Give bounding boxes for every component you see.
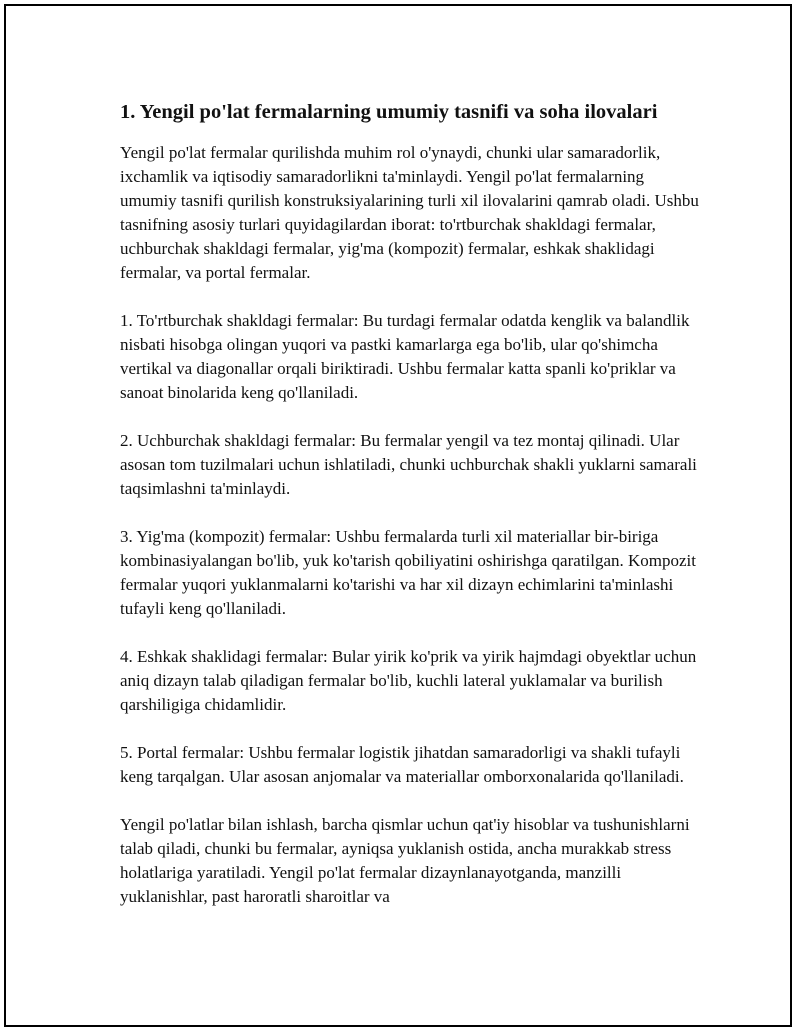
paragraph-triangular-trusses: 2. Uchburchak shakldagi fermalar: Bu fermalar yengil va tez montaj qilinadi. Ular asosan tom tuzilmalari uchun ishlatiladi, chunki uchburchak shakli yuklarni samarali taqsimlashni ta'minlaydi. [120,431,697,498]
section-heading: 1. Yengil po'lat fermalarning umumiy tasnifi va soha ilovalari [120,101,658,123]
closing-paragraph: Yengil po'latlar bilan ishlash, barcha qismlar uchun qat'iy hisoblar va tushunishlarni talab qiladi, chunki bu fermalar, ayniqsa yuklanish ostida, ancha murakkab stress holatlariga yaratiladi. Yengil po'lat fermalar dizaynlanayotganda, manzilli yuklanishlar, past haroratli sharoitlar va [120,815,690,906]
paragraph-paddle-trusses: 4. Eshkak shaklidagi fermalar: Bular yirik ko'prik va yirik hajmdagi obyektlar uchun aniq dizayn talab qiladigan fermalar bo'lib, kuchli lateral yuklamalar va burilish qarshiligiga chidamlidir. [120,647,697,714]
page-frame [4,4,792,1027]
document-body [120,99,700,933]
intro-paragraph: Yengil po'lat fermalar qurilishda muhim rol o'ynaydi, chunki ular samaradorlik, ixchamlik va iqtisodiy samaradorlikni ta'minlaydi. Yengil po'lat fermalarning umumiy tasnifi qurilish konstruksiyalarining turli xil ilovalarini qamrab oladi. Ushbu tasnifning asosiy turlari quyidagilardan iborat: to'rtburchak shakldagi fermalar, uchburchak shakldagi fermalar, yig'ma (kompozit) fermalar, eshkak shaklidagi fermalar, va portal fermalar. [120,143,699,282]
paragraph-rectangular-trusses: 1. To'rtburchak shakldagi fermalar: Bu turdagi fermalar odatda kenglik va balandlik nisbati hisobga olingan yuqori va pastki kamarlarga ega bo'lib, ular qo'shimcha vertikal va diagonallar orqali biriktiradi. Ushbu fermalar katta spanli ko'priklar va sanoat binolarida keng qo'llaniladi. [120,311,690,402]
paragraph-composite-trusses: 3. Yig'ma (kompozit) fermalar: Ushbu fermalarda turli xil materiallar bir-biriga kombinasiyalangan bo'lib, yuk ko'tarish qobiliyatini oshirishga qaratilgan. Kompozit fermalar yuqori yuklanmalarni ko'tarishi va har xil dizayn echimlarini ta'minlashi tufayli keng qo'llaniladi. [120,527,697,618]
paragraph-portal-trusses: 5. Portal fermalar: Ushbu fermalar logistik jihatdan samaradorligi va shakli tufayli keng tarqalgan. Ular asosan anjomalar va materiallar omborxonalarida qo'llaniladi. [120,743,684,786]
